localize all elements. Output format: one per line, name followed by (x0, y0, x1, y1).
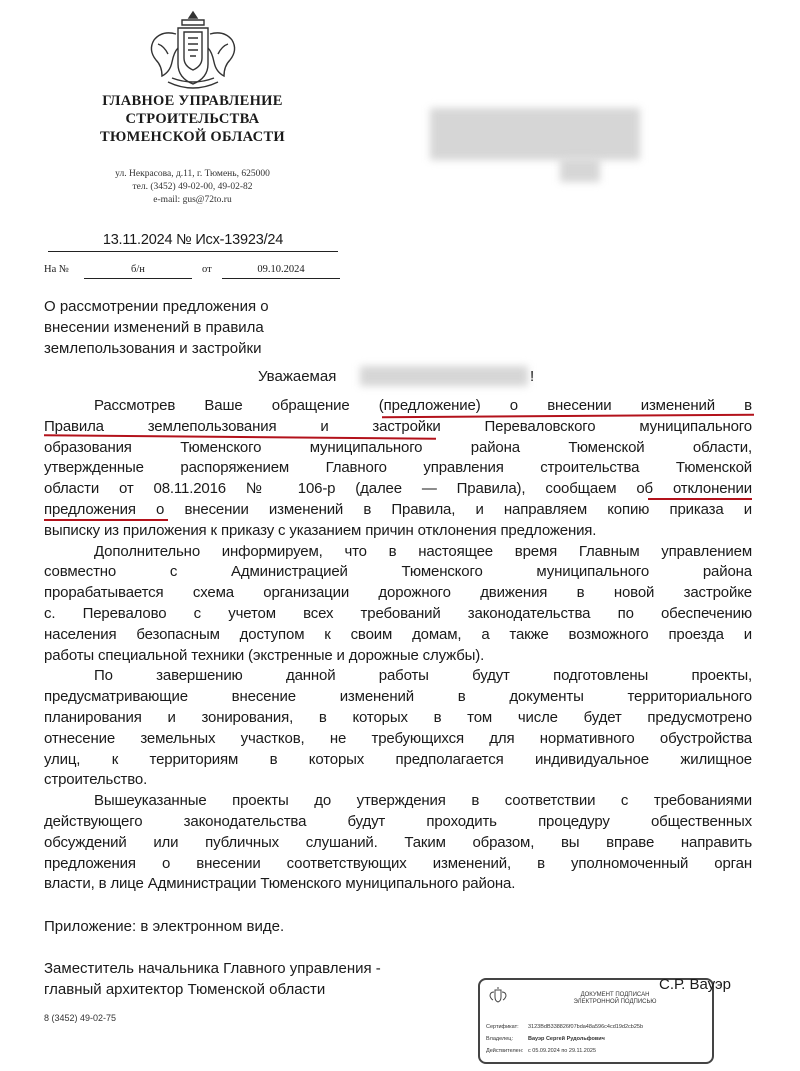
highlight-underline (44, 519, 168, 521)
text-line: действующего законодательства будут проходить процедуру общественных (44, 812, 752, 830)
text-line: прорабатывается схема организации дорожного движения в новой застройке (44, 584, 752, 602)
subject-line3: землепользования и застройки (44, 340, 262, 357)
organization-name (40, 92, 345, 146)
highlight-underline (648, 498, 752, 500)
stamp-cert-value: 3123BdB338826f07bda48a596c4cd19d2cb25b (528, 1024, 643, 1030)
salutation-ending: ! (530, 368, 535, 385)
stamp-title-line2: ЭЛЕКТРОННОЙ ПОДПИСЬЮ (573, 999, 657, 1005)
stamp-valid-label: Действителен: (486, 1048, 524, 1054)
stamp-owner-label: Владелец: (486, 1036, 513, 1042)
text-line: предложения о внесении изменений в Правила, и направляем копию приказа и (44, 500, 752, 518)
signer-phone: 8 (3452) 49-02-75 (44, 1013, 117, 1023)
text-line: предусматривающие внесение изменений в документы территориального (44, 688, 752, 706)
signer-position-line2: главный архитектор Тюменской области (44, 981, 326, 998)
stamp-emblem-icon (488, 986, 508, 1006)
redacted-recipient-name (360, 366, 528, 386)
text-line: улиц, к территориям в которых предполагается индивидуальное жилищное (44, 750, 752, 768)
text-line: совместно с Администрацией Тюменского муниципального района (44, 563, 752, 581)
text-line: Рассмотрев Ваше обращение (предложение) о внесении изменений в (94, 397, 752, 414)
org-email: e-mail: gus@72to.ru (153, 195, 232, 205)
letter-body (44, 396, 752, 895)
text-line: с. Перевалово с учетом всех требований законодательства по обеспечению (44, 604, 752, 622)
stamp-title (540, 992, 690, 1006)
org-name-line2: СТРОИТЕЛЬСТВА (125, 111, 260, 127)
subject-line1: О рассмотрении предложения о (44, 298, 269, 315)
stamp-title-line1: ДОКУМЕНТ ПОДПИСАН (580, 992, 650, 998)
text-line: области от 08.11.2016 № 106-р (далее — Правила), сообщаем об отклонении (44, 480, 752, 498)
ref-date: 09.10.2024 (222, 264, 340, 279)
text-line: обсуждений или публичных слушаний. Таким образом, вы вправе направить (44, 833, 752, 851)
registration-number: 13.11.2024 № Исх-13923/24 (48, 232, 338, 252)
text-line: Дополнительно информируем, что в настоящее время Главным управлением (94, 542, 752, 560)
text-line: утвержденные распоряжением Главного управления строительства Тюменской (44, 459, 752, 477)
signer-position-line1: Заместитель начальника Главного управления - (44, 960, 381, 977)
appendix-note: Приложение: в электронном виде. (44, 918, 285, 935)
ref-from-label: от (202, 264, 212, 275)
org-contacts (40, 168, 345, 207)
coat-of-arms-icon (138, 8, 248, 94)
org-address: ул. Некрасова, д.11, г. Тюмень, 625000 (115, 169, 270, 179)
text-line: работы специальной техники (экстренные и дорожные службы). (44, 646, 485, 664)
text-line: отнесение земельных участков, не требующихся для нормативного обустройства (44, 729, 752, 747)
text-line: По завершению данной работы будут подготовлены проекты, (94, 667, 752, 685)
stamp-valid-value: с 05.09.2024 по 29.11.2025 (528, 1048, 597, 1054)
text-line: планирования и зонирования, в которых в том числе будет предусмотрено (44, 708, 752, 726)
text-line: образования Тюменского муниципального района Тюменской области, (44, 438, 752, 456)
text-line: предложения о внесении соответствующих изменений, в уполномоченный орган (44, 854, 752, 872)
org-phone: тел. (3452) 49-02-00, 49-02-82 (132, 182, 253, 192)
letter-subject (44, 296, 374, 359)
text-line: выписку из приложения к приказу с указанием причин отклонения предложения. (44, 521, 597, 539)
ref-label: На № (44, 264, 69, 275)
subject-line2: внесении изменений в правила (44, 319, 264, 336)
signer-name: С.Р. Вауэр (659, 976, 732, 993)
org-name-line3: ТЮМЕНСКОЙ ОБЛАСТИ (99, 129, 286, 145)
signer-position (44, 958, 381, 1000)
redacted-addressee-2 (560, 158, 600, 182)
stamp-owner-value: Вауэр Сергей Рудольфович (528, 1036, 605, 1042)
salutation-greeting: Уважаемая (258, 368, 337, 385)
stamp-cert-label: Сертификат: (486, 1024, 519, 1030)
reference-row (44, 264, 344, 280)
text-line: населения безопасным доступом к своим домам, а также возможного проезда и (44, 625, 752, 643)
text-line: власти, в лице Администрации Тюменского муниципального района. (44, 875, 516, 893)
text-line: Правила землепользования и застройки Переваловского муниципального (44, 417, 752, 435)
redacted-addressee (430, 108, 640, 160)
ref-number: б/н (84, 264, 192, 279)
text-line: строительство. (44, 771, 148, 789)
org-name-line1: ГЛАВНОЕ УПРАВЛЕНИЕ (102, 93, 283, 109)
text-line: Вышеуказанные проекты до утверждения в соответствии с требованиями (94, 792, 752, 810)
